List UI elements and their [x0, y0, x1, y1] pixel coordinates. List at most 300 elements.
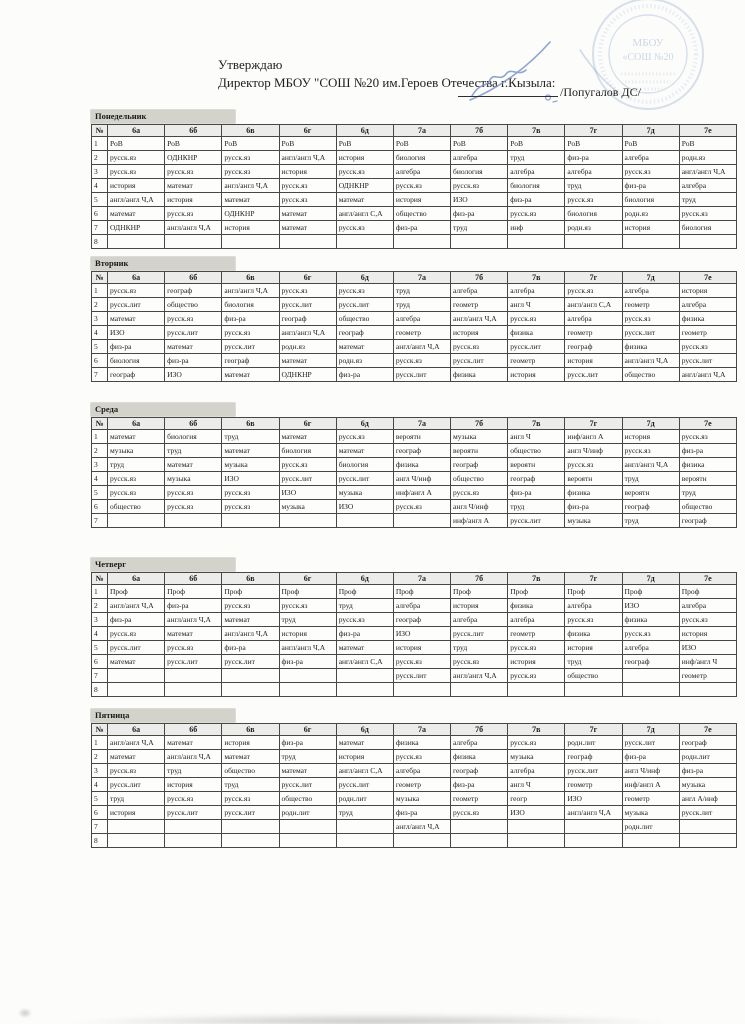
subject-cell: физ-ра — [165, 354, 222, 368]
subject-cell: географ — [451, 458, 508, 472]
subject-cell: географ — [393, 444, 450, 458]
subject-cell: общество — [622, 368, 679, 382]
lesson-number-header: № — [92, 573, 108, 585]
subject-cell: русск.яз — [451, 655, 508, 669]
subject-cell: физика — [451, 750, 508, 764]
subject-cell — [622, 669, 679, 683]
class-column-header: 6г — [279, 573, 336, 585]
subject-cell: алгебра — [622, 151, 679, 165]
subject-cell: труд — [222, 430, 279, 444]
class-column-header: 7б — [451, 724, 508, 736]
class-column-header: 6в — [222, 272, 279, 284]
subject-cell — [622, 834, 679, 848]
subject-cell: русск.яз — [451, 486, 508, 500]
subject-cell: история — [222, 736, 279, 750]
subject-cell: англ Ч/инф — [451, 500, 508, 514]
class-column-header: 7е — [679, 418, 736, 430]
subject-cell: ИЗО — [508, 806, 565, 820]
subject-cell: русск.яз — [165, 312, 222, 326]
schedule-row — [92, 655, 737, 669]
subject-cell: математ — [222, 750, 279, 764]
subject-cell: ИЗО — [565, 792, 622, 806]
subject-cell: географ — [165, 284, 222, 298]
subject-cell: англ/англ Ч,А — [165, 221, 222, 235]
subject-cell: музыка — [165, 472, 222, 486]
subject-cell — [393, 834, 450, 848]
subject-cell: биология — [336, 458, 393, 472]
subject-cell: физ-ра — [336, 627, 393, 641]
subject-cell: труд — [222, 778, 279, 792]
subject-cell: геометр — [508, 627, 565, 641]
subject-cell: англ Ч/инф — [565, 444, 622, 458]
schedule-row — [92, 599, 737, 613]
subject-cell: вероятн — [508, 458, 565, 472]
subject-cell — [222, 683, 279, 697]
subject-cell: русск.лит — [108, 778, 165, 792]
class-column-header: 6г — [279, 418, 336, 430]
subject-cell: труд — [508, 151, 565, 165]
subject-cell: инф/англ Ч — [679, 655, 736, 669]
subject-cell: алгебра — [393, 599, 450, 613]
subject-cell: англ А/инф — [679, 792, 736, 806]
class-column-header: 7г — [565, 573, 622, 585]
lesson-number: 4 — [92, 627, 108, 641]
class-column-header: 7а — [393, 125, 450, 137]
subject-cell: вероятн — [451, 444, 508, 458]
subject-cell: физ-ра — [222, 312, 279, 326]
subject-cell: алгебра — [679, 179, 736, 193]
subject-cell: физ-ра — [622, 179, 679, 193]
subject-cell: русск.яз — [336, 221, 393, 235]
subject-cell — [451, 834, 508, 848]
class-column-header: 7а — [393, 272, 450, 284]
subject-cell — [165, 669, 222, 683]
subject-cell — [679, 834, 736, 848]
subject-cell — [565, 834, 622, 848]
subject-cell: физика — [393, 736, 450, 750]
subject-cell: математ — [165, 179, 222, 193]
schedule-row — [92, 354, 737, 368]
lesson-number: 3 — [92, 165, 108, 179]
subject-cell — [622, 683, 679, 697]
schedule-row — [92, 806, 737, 820]
lesson-number-header: № — [92, 724, 108, 736]
subject-cell: русск.яз — [565, 613, 622, 627]
subject-cell: англ/англ Ч,А — [279, 326, 336, 340]
class-column-header: 7в — [508, 272, 565, 284]
subject-cell: географ — [565, 750, 622, 764]
schedule-row — [92, 326, 737, 340]
subject-cell: биология — [393, 151, 450, 165]
day-section-4 — [91, 558, 737, 697]
schedule-row — [92, 683, 737, 697]
scan-speck — [18, 1008, 32, 1018]
subject-cell: русск.яз — [622, 444, 679, 458]
subject-cell: русск.лит — [336, 298, 393, 312]
subject-cell: общество — [108, 500, 165, 514]
schedule-row — [92, 368, 737, 382]
lesson-number: 1 — [92, 736, 108, 750]
subject-cell: история — [451, 599, 508, 613]
subject-cell — [165, 235, 222, 249]
subject-cell: история — [622, 221, 679, 235]
subject-cell: русск.яз — [108, 764, 165, 778]
subject-cell: алгебра — [508, 284, 565, 298]
subject-cell: математ — [222, 613, 279, 627]
lesson-number-header: № — [92, 418, 108, 430]
subject-cell: русск.лит — [165, 806, 222, 820]
subject-cell: русск.яз — [393, 750, 450, 764]
subject-cell: ОДНКНР — [336, 179, 393, 193]
lesson-number: 2 — [92, 444, 108, 458]
subject-cell: русск.яз — [393, 655, 450, 669]
subject-cell: РоВ — [565, 137, 622, 151]
subject-cell: русск.лит — [108, 298, 165, 312]
lesson-number: 5 — [92, 641, 108, 655]
subject-cell — [336, 514, 393, 528]
subject-cell: русск.яз — [393, 179, 450, 193]
class-column-header: 7е — [679, 573, 736, 585]
subject-cell: географ — [622, 655, 679, 669]
day-label: Вторник — [91, 257, 235, 270]
subject-cell: история — [393, 641, 450, 655]
subject-cell: труд — [165, 764, 222, 778]
subject-cell: русск.яз — [165, 165, 222, 179]
subject-cell: физика — [451, 368, 508, 382]
subject-cell: физ-ра — [279, 736, 336, 750]
class-column-header: 7д — [622, 272, 679, 284]
subject-cell: математ — [165, 340, 222, 354]
subject-cell: ИЗО — [279, 486, 336, 500]
subject-cell: РоВ — [393, 137, 450, 151]
subject-cell — [336, 683, 393, 697]
subject-cell: музыка — [279, 500, 336, 514]
class-column-header: 6а — [108, 125, 165, 137]
class-column-header: 6г — [279, 724, 336, 736]
lesson-number: 2 — [92, 298, 108, 312]
schedule-row — [92, 193, 737, 207]
subject-cell: геометр — [393, 778, 450, 792]
subject-cell: русск.яз — [508, 669, 565, 683]
schedule-row — [92, 585, 737, 599]
subject-cell: вероятн — [679, 472, 736, 486]
class-column-header: 7е — [679, 272, 736, 284]
subject-cell: англ/англ С,А — [336, 764, 393, 778]
subject-cell — [222, 514, 279, 528]
subject-cell: русск.яз — [108, 627, 165, 641]
lesson-number: 2 — [92, 750, 108, 764]
subject-cell: РоВ — [508, 137, 565, 151]
schedule-row — [92, 641, 737, 655]
subject-cell: русск.яз — [165, 641, 222, 655]
subject-cell: англ/англ Ч,А — [622, 458, 679, 472]
subject-cell: труд — [565, 655, 622, 669]
subject-cell: русск.яз — [279, 599, 336, 613]
subject-cell: музыка — [565, 514, 622, 528]
lesson-number: 5 — [92, 486, 108, 500]
subject-cell: Проф — [165, 585, 222, 599]
subject-cell: вероятн — [565, 472, 622, 486]
lesson-number: 6 — [92, 500, 108, 514]
approve-label: Утверждаю — [218, 57, 283, 72]
subject-cell — [222, 235, 279, 249]
lesson-number: 3 — [92, 458, 108, 472]
subject-cell: музыка — [451, 430, 508, 444]
subject-cell: англ/англ Ч,А — [679, 165, 736, 179]
subject-cell: Проф — [222, 585, 279, 599]
class-column-header: 7в — [508, 418, 565, 430]
subject-cell: ИЗО — [451, 193, 508, 207]
class-column-header: 6а — [108, 272, 165, 284]
subject-cell: русск.яз — [679, 430, 736, 444]
class-column-header: 7а — [393, 573, 450, 585]
subject-cell: русск.лит — [393, 368, 450, 382]
class-column-header: 7г — [565, 724, 622, 736]
schedule-row — [92, 486, 737, 500]
day-section-2 — [91, 257, 737, 382]
lesson-number: 1 — [92, 284, 108, 298]
subject-cell — [679, 683, 736, 697]
subject-cell: РоВ — [279, 137, 336, 151]
subject-cell — [108, 834, 165, 848]
subject-cell: РоВ — [336, 137, 393, 151]
subject-cell — [451, 683, 508, 697]
subject-cell: математ — [222, 444, 279, 458]
subject-cell: русск.яз — [679, 207, 736, 221]
subject-cell: геометр — [622, 298, 679, 312]
stamp-line1: МБОУ — [632, 37, 664, 49]
class-column-header: 7е — [679, 125, 736, 137]
subject-cell: русск.яз — [165, 486, 222, 500]
schedule-row — [92, 472, 737, 486]
subject-cell: труд — [393, 284, 450, 298]
subject-cell: англ Ч — [508, 298, 565, 312]
lesson-number: 7 — [92, 221, 108, 235]
subject-cell: история — [508, 368, 565, 382]
class-column-header: 6а — [108, 573, 165, 585]
subject-cell: труд — [393, 298, 450, 312]
subject-cell: географ — [279, 312, 336, 326]
subject-cell: русск.лит — [108, 641, 165, 655]
subject-cell — [279, 834, 336, 848]
subject-cell: физика — [679, 458, 736, 472]
subject-cell: русск.яз — [393, 500, 450, 514]
subject-cell: русск.яз — [508, 207, 565, 221]
subject-cell — [565, 683, 622, 697]
subject-cell: Проф — [622, 585, 679, 599]
subject-cell: труд — [108, 458, 165, 472]
subject-cell: математ — [108, 750, 165, 764]
lesson-number: 4 — [92, 179, 108, 193]
subject-cell — [108, 235, 165, 249]
subject-cell: русск.лит — [222, 806, 279, 820]
schedule-row — [92, 750, 737, 764]
subject-cell: англ/англ Ч,А — [108, 736, 165, 750]
subject-cell: родн.яз — [679, 151, 736, 165]
subject-cell: русск.яз — [165, 792, 222, 806]
subject-cell: труд — [565, 179, 622, 193]
subject-cell: алгебра — [393, 764, 450, 778]
subject-cell: англ/англ Ч,А — [565, 806, 622, 820]
subject-cell: история — [565, 354, 622, 368]
subject-cell: географ — [622, 500, 679, 514]
subject-cell: инф/англ А — [393, 486, 450, 500]
subject-cell — [279, 683, 336, 697]
subject-cell: биология — [679, 221, 736, 235]
subject-cell: русск.лит — [508, 514, 565, 528]
day-label: Понедельник — [91, 110, 235, 123]
subject-cell: история — [108, 179, 165, 193]
subject-cell: физ-ра — [508, 486, 565, 500]
subject-cell: биология — [622, 193, 679, 207]
schedule-row — [92, 444, 737, 458]
subject-cell — [108, 669, 165, 683]
subject-cell: физ-ра — [451, 778, 508, 792]
lesson-number: 1 — [92, 430, 108, 444]
subject-cell: географ — [451, 764, 508, 778]
schedule-row — [92, 764, 737, 778]
schedule-row — [92, 514, 737, 528]
lesson-number: 1 — [92, 137, 108, 151]
scan-smudge — [60, 1013, 680, 1024]
subject-cell: биология — [508, 179, 565, 193]
subject-cell: биология — [108, 354, 165, 368]
subject-cell: вероятн — [393, 430, 450, 444]
subject-cell: биология — [165, 430, 222, 444]
school-stamp — [575, 0, 721, 124]
subject-cell: русск.лит — [679, 354, 736, 368]
class-column-header: 6г — [279, 125, 336, 137]
schedule-row — [92, 458, 737, 472]
lesson-number: 6 — [92, 655, 108, 669]
subject-cell: геометр — [565, 326, 622, 340]
subject-cell: геометр — [393, 326, 450, 340]
subject-cell: общество — [279, 792, 336, 806]
subject-cell — [565, 235, 622, 249]
class-column-header: 6б — [165, 573, 222, 585]
subject-cell: русск.яз — [336, 430, 393, 444]
subject-cell — [336, 235, 393, 249]
subject-cell: история — [165, 193, 222, 207]
lesson-number: 8 — [92, 683, 108, 697]
subject-cell: история — [279, 627, 336, 641]
subject-cell: физика — [622, 340, 679, 354]
subject-cell: история — [108, 806, 165, 820]
subject-cell — [108, 683, 165, 697]
lesson-number: 7 — [92, 820, 108, 834]
subject-cell: русск.лит — [565, 764, 622, 778]
subject-cell: труд — [279, 750, 336, 764]
subject-cell: русск.лит — [622, 326, 679, 340]
subject-cell — [108, 820, 165, 834]
subject-cell: русск.яз — [622, 165, 679, 179]
subject-cell: родн.лит — [336, 792, 393, 806]
subject-cell — [165, 834, 222, 848]
subject-cell: географ — [679, 514, 736, 528]
subject-cell: англ/англ Ч,А — [393, 340, 450, 354]
subject-cell: ИЗО — [622, 599, 679, 613]
subject-cell: Проф — [679, 585, 736, 599]
subject-cell: физ-ра — [622, 750, 679, 764]
subject-cell: физ-ра — [336, 368, 393, 382]
subject-cell — [508, 235, 565, 249]
subject-cell: англ/англ Ч,А — [451, 669, 508, 683]
schedule-row — [92, 792, 737, 806]
subject-cell: англ Ч — [508, 778, 565, 792]
subject-cell: математ — [222, 368, 279, 382]
subject-cell: физика — [508, 326, 565, 340]
class-column-header: 6б — [165, 724, 222, 736]
subject-cell: англ/англ Ч,А — [679, 368, 736, 382]
subject-cell: физ-ра — [565, 151, 622, 165]
schedule-table — [91, 124, 737, 249]
subject-cell: физика — [508, 599, 565, 613]
subject-cell: русск.яз — [165, 500, 222, 514]
subject-cell: ОДНКНР — [165, 151, 222, 165]
subject-cell: история — [565, 641, 622, 655]
subject-cell: алгебра — [679, 599, 736, 613]
subject-cell: англ/англ С,А — [336, 655, 393, 669]
subject-cell: родн.яз — [279, 340, 336, 354]
subject-cell: геометр — [451, 298, 508, 312]
subject-cell: труд — [279, 613, 336, 627]
subject-cell: труд — [508, 500, 565, 514]
subject-cell: алгебра — [508, 165, 565, 179]
subject-cell: алгебра — [565, 165, 622, 179]
class-column-header: 6а — [108, 418, 165, 430]
subject-cell: русск.лит — [279, 778, 336, 792]
subject-cell: русск.яз — [222, 165, 279, 179]
subject-cell: труд — [336, 806, 393, 820]
class-column-header: 6д — [336, 272, 393, 284]
subject-cell: географ — [336, 326, 393, 340]
subject-cell: англ/англ Ч,А — [108, 599, 165, 613]
subject-cell: англ/англ Ч,А — [165, 750, 222, 764]
subject-cell — [222, 834, 279, 848]
subject-cell: русск.лит — [451, 627, 508, 641]
subject-cell: русск.лит — [336, 778, 393, 792]
subject-cell: алгебра — [451, 613, 508, 627]
subject-cell: труд — [451, 641, 508, 655]
subject-cell: музыка — [393, 792, 450, 806]
subject-cell: географ — [565, 340, 622, 354]
subject-cell: геометр — [451, 792, 508, 806]
subject-cell: ИЗО — [336, 500, 393, 514]
subject-cell — [336, 820, 393, 834]
subject-cell: музыка — [108, 444, 165, 458]
subject-cell — [508, 683, 565, 697]
subject-cell: математ — [279, 354, 336, 368]
subject-cell: англ/англ С,А — [565, 298, 622, 312]
subject-cell: ИЗО — [165, 368, 222, 382]
lesson-number: 8 — [92, 235, 108, 249]
schedule-row — [92, 151, 737, 165]
subject-cell: математ — [336, 736, 393, 750]
subject-cell: история — [508, 655, 565, 669]
subject-cell: труд — [679, 486, 736, 500]
subject-cell: русск.яз — [508, 312, 565, 326]
schedule-row — [92, 500, 737, 514]
subject-cell: русск.яз — [279, 284, 336, 298]
schedule-row — [92, 165, 737, 179]
subject-cell: алгебра — [451, 151, 508, 165]
subject-cell: математ — [165, 736, 222, 750]
subject-cell: история — [222, 221, 279, 235]
subject-cell: инф/англ А — [622, 778, 679, 792]
subject-cell: русск.яз — [622, 312, 679, 326]
subject-cell: инф/англ А — [451, 514, 508, 528]
subject-cell: русск.яз — [108, 472, 165, 486]
